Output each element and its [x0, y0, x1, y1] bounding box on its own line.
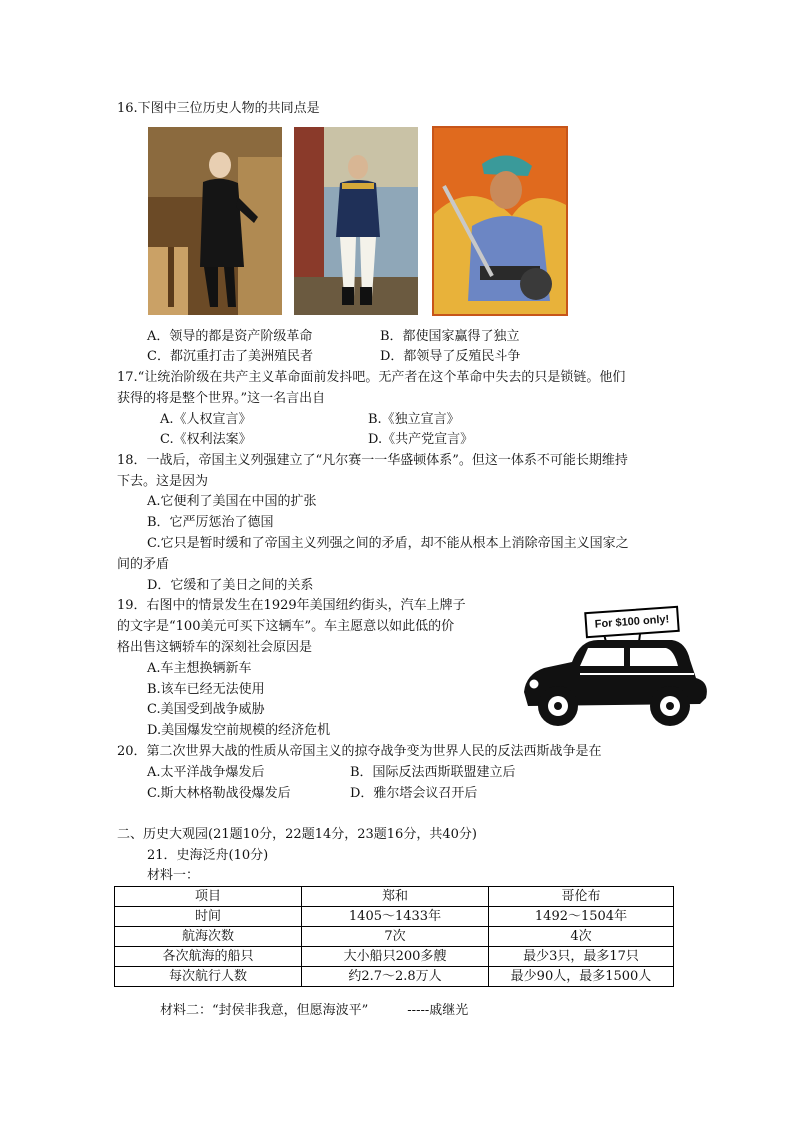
portrait-bolivar	[294, 127, 418, 315]
q21-title: 21．史海泛舟(10分)	[147, 848, 269, 863]
table-row	[115, 947, 674, 967]
q17-option-c: C.《权利法案》	[160, 432, 252, 447]
q19-stem-line3: 格出售这辆轿车的深刻社会原因是	[117, 640, 313, 655]
table-row	[115, 907, 674, 927]
material-2-quote: 材料二：“封侯非我意，但愿海波平” -----戚继光	[160, 1003, 469, 1018]
table-cell: 最少3只，最多17只	[489, 947, 674, 967]
table-row	[115, 927, 674, 947]
q20-stem: 20．第二次世界大战的性质从帝国主义的掠夺战争变为世界人民的反法西斯战争是在	[117, 744, 602, 759]
table-header-cell: 项目	[115, 887, 302, 907]
q18-option-c-line1: C.它只是暂时缓和了帝国主义列强之间的矛盾，却不能从根本上消除帝国主义国家之	[147, 536, 629, 551]
portrait-washington	[148, 127, 282, 315]
sale-sign: For $100 only!	[584, 606, 680, 638]
q18-option-c-line2: 间的矛盾	[117, 557, 170, 572]
table-cell: 每次航行人数	[115, 967, 302, 987]
q19-option-d: D.美国爆发空前规模的经济危机	[147, 723, 331, 738]
q20-option-c: C.斯大林格勒战役爆发后	[147, 786, 291, 801]
q19-stem-line1: 19．右图中的情景发生在1929年美国纽约街头，汽车上牌子	[117, 598, 466, 613]
q17-option-a: A.《人权宣言》	[160, 412, 252, 427]
q19-option-b: B.该车已经无法使用	[147, 682, 265, 697]
table-cell: 1405～1433年	[302, 907, 489, 927]
table-header-cell: 郑和	[302, 887, 489, 907]
portrait-lakshmibai	[432, 126, 568, 316]
table-cell: 最少90人，最多1500人	[489, 967, 674, 987]
q20-option-a: A.太平洋战争爆发后	[147, 765, 265, 780]
q16-option-d: D．都领导了反殖民斗争	[380, 349, 521, 364]
table-cell: 大小船只200多艘	[302, 947, 489, 967]
table-cell: 1492～1504年	[489, 907, 674, 927]
table-cell: 航海次数	[115, 927, 302, 947]
q17-stem-line1: 17.“让统治阶级在共产主义革命面前发抖吧。无产者在这个革命中失去的只是锁链。他们	[117, 370, 626, 385]
table-header-row	[115, 887, 674, 907]
table-header-cell: 哥伦布	[489, 887, 674, 907]
voyage-comparison-table	[114, 886, 674, 987]
table-cell: 7次	[302, 927, 489, 947]
q18-stem-line2: 下去。这是因为	[117, 474, 209, 489]
q16-option-c: C．都沉重打击了美洲殖民者	[147, 349, 313, 364]
q18-option-d: D．它缓和了美日之间的关系	[147, 578, 314, 593]
q17-stem-line2: 获得的将是整个世界。”这一名言出自	[117, 391, 326, 406]
q16-option-a: A．领导的都是资产阶级革命	[147, 329, 313, 344]
table-cell: 各次航海的船只	[115, 947, 302, 967]
table-cell: 4次	[489, 927, 674, 947]
q17-option-b: B.《独立宣言》	[368, 412, 460, 427]
q17-option-d: D.《共产党宣言》	[368, 432, 474, 447]
table-cell: 约2.7～2.8万人	[302, 967, 489, 987]
q19-option-a: A.车主想换辆新车	[147, 661, 252, 676]
q18-stem-line1: 18．一战后，帝国主义列强建立了“凡尔赛一一华盛顿体系”。但这一体系不可能长期维持	[117, 453, 628, 468]
q19-option-c: C.美国受到战争威胁	[147, 702, 265, 717]
table-cell: 时间	[115, 907, 302, 927]
q19-stem-line2: 的文字是“100美元可买下这辆车”。车主愿意以如此低的价	[117, 619, 455, 634]
material-1-label: 材料一：	[147, 868, 200, 883]
q20-option-d: D．雅尔塔会议召开后	[350, 786, 478, 801]
q16-stem: 16.下图中三位历史人物的共同点是	[117, 101, 320, 116]
table-row	[115, 967, 674, 987]
q18-option-a: A.它便利了美国在中国的扩张	[147, 494, 317, 509]
q16-option-b: B．都使国家赢得了独立	[380, 329, 520, 344]
section2-title: 二、历史大观园(21题10分，22题14分，23题16分，共40分)	[117, 827, 477, 842]
q18-option-b: B．它严厉惩治了德国	[147, 515, 274, 530]
q20-option-b: B．国际反法西斯联盟建立后	[350, 765, 516, 780]
